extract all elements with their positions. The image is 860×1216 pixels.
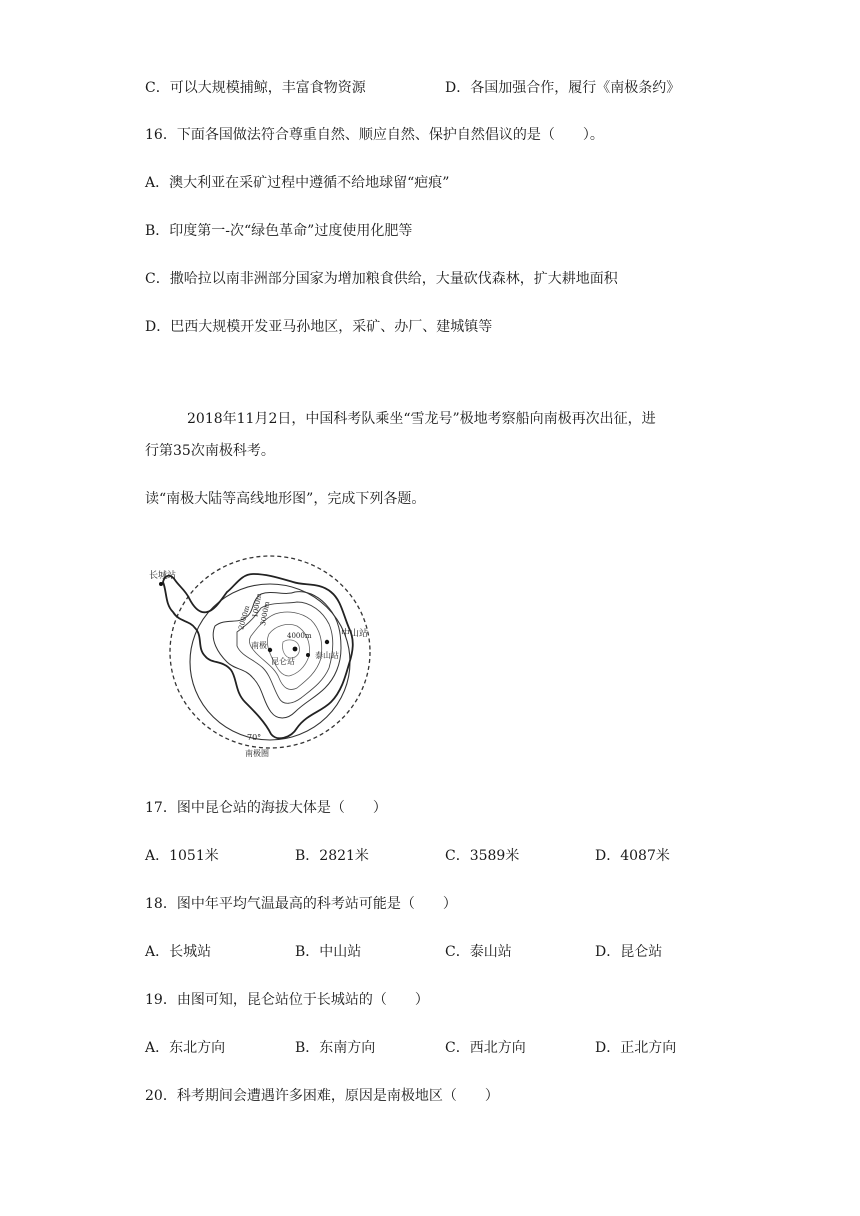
q16-option-d: D．巴西大规模开发亚马孙地区，采矿、办厂、建城镇等 xyxy=(145,319,493,335)
q17-option-b: B．2821米 xyxy=(295,848,369,864)
q19-option-d: D．正北方向 xyxy=(595,1040,677,1056)
label-70-degree: 70° xyxy=(247,733,262,742)
q20-stem: 20．科考期间会遭遇许多困难，原因是南极地区（ ） xyxy=(145,1088,499,1104)
q16-option-a: A．澳大利亚在采矿过程中遵循不给地球留“疤痕” xyxy=(145,175,450,191)
label-south-pole: 南极 xyxy=(251,641,267,650)
q16-option-c: C．撒哈拉以南非洲部分国家为增加粮食供给，大量砍伐森林，扩大耕地面积 xyxy=(145,271,618,287)
q19-option-b: B．东南方向 xyxy=(295,1040,376,1056)
q18-option-c: C．泰山站 xyxy=(445,944,512,960)
label-contour-2000: 2000m xyxy=(237,604,252,631)
taishan-station-marker xyxy=(306,653,310,657)
q18-option-b: B．中山站 xyxy=(295,944,362,960)
changcheng-station-marker xyxy=(159,582,163,586)
south-pole-marker xyxy=(268,648,272,652)
passage-line-3: 读“南极大陆等高线地形图”，完成下列各题。 xyxy=(145,491,426,507)
q19-option-a: A．东北方向 xyxy=(145,1040,226,1056)
passage-line-1: 2018年11月2日，中国科考队乘坐“雪龙号”极地考察船向南极再次出征，进 xyxy=(187,411,656,427)
label-contour-3000: 3000m xyxy=(259,600,272,627)
q16-option-b: B．印度第一-次“绿色革命”过度使用化肥等 xyxy=(145,223,413,239)
q17-option-a: A．1051米 xyxy=(145,848,219,864)
q15-option-c: C．可以大规模捕鲸，丰富食物资源 xyxy=(145,80,366,96)
zhongshan-station-marker xyxy=(325,640,329,644)
q19-stem: 19．由图可知，昆仑站位于长城站的（ ） xyxy=(145,992,429,1008)
label-contour-1000: 1000m xyxy=(251,592,264,619)
q18-option-a: A．长城站 xyxy=(145,944,212,960)
q18-stem: 18．图中年平均气温最高的科考站可能是（ ） xyxy=(145,896,457,912)
q17-option-d: D．4087米 xyxy=(595,848,670,864)
label-changcheng: 长城站 xyxy=(149,571,177,581)
label-taishan: 泰山站 xyxy=(315,651,339,660)
antarctica-contour-map xyxy=(145,552,395,764)
q15-option-d: D．各国加强合作，履行《南极条约》 xyxy=(445,80,681,96)
label-antarctic-circle: 南极圈 xyxy=(245,749,269,758)
q18-option-d: D．昆仑站 xyxy=(595,944,663,960)
passage-line-2: 行第35次南极科考。 xyxy=(145,443,275,459)
kunlun-station-marker xyxy=(293,647,298,652)
q17-stem: 17．图中昆仑站的海拔大体是（ ） xyxy=(145,800,387,816)
q19-option-c: C．西北方向 xyxy=(445,1040,526,1056)
q16-stem: 16．下面各国做法符合尊重自然、顺应自然、保护自然倡议的是（ ）。 xyxy=(145,127,604,143)
label-contour-4000: 4000m xyxy=(287,632,312,640)
q17-option-c: C．3589米 xyxy=(445,848,520,864)
label-kunlun: 昆仑站 xyxy=(271,657,295,666)
label-zhongshan: 中山站 xyxy=(341,629,369,639)
